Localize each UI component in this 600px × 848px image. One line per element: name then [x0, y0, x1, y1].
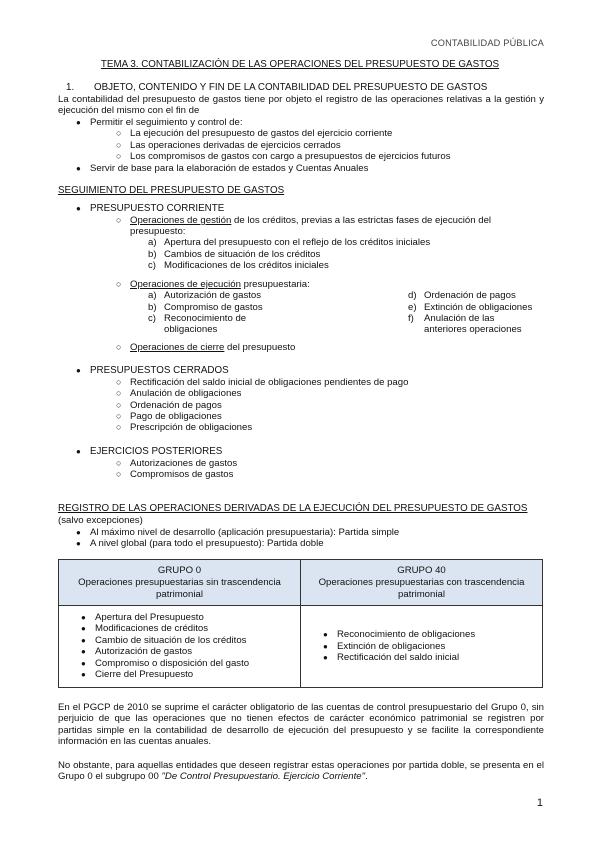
bullet-icon: ●	[76, 204, 81, 213]
list-item: ● Rectificación del saldo inicial	[323, 651, 460, 663]
bullet-item: ● Al máximo nivel de desarrollo (aplicación presupuestaria): Partida simple	[76, 527, 400, 538]
bullet-item: ● PRESUPUESTOS CERRADOS	[76, 365, 229, 376]
sub-item: ○ Rectificación del saldo inicial de obligaciones pendientes de pago	[116, 377, 409, 388]
bullet-item: ● Permitir el seguimiento y control de:	[76, 117, 243, 128]
bullet-icon: ●	[76, 528, 81, 537]
bullet-icon: ●	[81, 658, 86, 668]
list-item: ● Autorización de gastos	[81, 646, 193, 658]
grupo40-header: GRUPO 40 Operaciones presupuestarias con trascendencia patrimonial	[301, 560, 543, 606]
sub-item: ○ Compromisos de gastos	[116, 469, 234, 480]
bullet-icon: ●	[81, 647, 86, 657]
bullet-icon: ●	[81, 670, 86, 680]
grupo0-header: GRUPO 0 Operaciones presupuestarias sin trascendencia patrimonial	[59, 560, 301, 606]
bullet-icon: ●	[323, 630, 328, 640]
cierre-item: ○ Operaciones de cierre del presupuesto	[116, 342, 296, 353]
running-header: CONTABILIDAD PÚBLICA	[430, 38, 544, 48]
bullet-icon: ●	[81, 613, 86, 622]
circle-bullet-icon: ○	[116, 422, 122, 432]
registro-heading: REGISTRO DE LAS OPERACIONES DERIVADAS DE LA EJECUCIÓN DEL PRESUPUESTO DE GASTOS	[58, 503, 528, 514]
gestion-subitem: a) Apertura del presupuesto con el reflejo de los créditos iniciales	[148, 237, 431, 248]
section-1-heading	[66, 82, 487, 93]
ejecucion-subitem: d) Ordenación de pagos	[408, 290, 516, 301]
page-number: 1	[536, 797, 543, 809]
table-header-row	[59, 560, 543, 606]
ejecucion-label: Operaciones de ejecución	[130, 279, 241, 290]
bullet-icon: ●	[81, 624, 86, 634]
bullet-item: ● A nivel global (para todo el presupuesto): Partida doble	[76, 538, 324, 549]
document-title: TEMA 3. CONTABILIZACIÓN DE LAS OPERACIONES DEL PRESUPUESTO DE GASTOS	[100, 59, 500, 70]
circle-bullet-icon: ○	[116, 458, 122, 468]
circle-bullet-icon: ○	[116, 342, 122, 352]
sub-item: ○ Prescripción de obligaciones	[116, 422, 253, 433]
sub-item: ○ Anulación de obligaciones	[116, 388, 242, 399]
list-item: ● Cierre del Presupuesto	[81, 669, 194, 681]
bullet-item: ● Servir de base para la elaboración de estados y Cuentas Anuales	[76, 163, 369, 174]
list-item: ● Modificaciones de créditos	[81, 623, 209, 635]
circle-bullet-icon: ○	[116, 279, 122, 289]
sub-item: ○ Los compromisos de gastos con cargo a presupuestos de ejercicios futuros	[116, 151, 451, 162]
circle-bullet-icon: ○	[116, 215, 122, 225]
ejecucion-subitem: a) Autorización de gastos	[148, 290, 262, 301]
list-item: ● Compromiso o disposición del gasto	[81, 657, 250, 669]
bullet-icon: ●	[323, 652, 328, 662]
ejecucion-subitem: f) Anulación de las anteriores operaciones	[408, 313, 522, 336]
registro-subheading: (salvo excepciones)	[58, 515, 143, 526]
bullet-icon: ●	[76, 366, 81, 375]
list-item: ● Cambio de situación de los créditos	[81, 634, 247, 646]
grupo40-cell	[301, 606, 543, 688]
bullet-icon: ●	[81, 635, 86, 645]
cierre-label: Operaciones de cierre	[130, 342, 225, 353]
sub-item: ○ Ordenación de pagos	[116, 400, 222, 411]
section-title: OBJETO, CONTENIDO Y FIN DE LA CONTABILIDAD DEL PRESUPUESTO DE GASTOS	[94, 82, 488, 93]
list-item: ● Reconocimiento de obligaciones	[323, 629, 476, 641]
bullet-icon: ●	[76, 118, 81, 127]
list-item: ● Extinción de obligaciones	[323, 640, 446, 652]
paragraph-no-obstante: No obstante, para aquellas entidades que deseen registrar estas operaciones por partida doble, se presenta en el Grupo 0 el subgrupo 00 "De Control Presupuestario. Ejercicio Corriente".	[58, 760, 544, 783]
table-row	[59, 606, 543, 688]
gestion-label: Operaciones de gestión	[130, 215, 232, 226]
circle-bullet-icon: ○	[116, 151, 122, 161]
bullet-icon: ●	[76, 447, 81, 456]
bullet-icon: ●	[76, 164, 81, 173]
gestion-subitem: b) Cambios de situación de los créditos	[148, 249, 321, 260]
bullet-item: ● PRESUPUESTO CORRIENTE	[76, 203, 225, 214]
seguimiento-heading: SEGUIMIENTO DEL PRESUPUESTO DE GASTOS	[58, 185, 285, 196]
sub-item: ○ La ejecución del presupuesto de gastos del ejercicio corriente	[116, 128, 393, 139]
section-1-intro: La contabilidad del presupuesto de gastos tiene por objeto el registro de las operaciones relativas a la gestión y ejecución del mismo con el fin de	[58, 94, 544, 117]
circle-bullet-icon: ○	[116, 469, 122, 479]
circle-bullet-icon: ○	[116, 400, 122, 410]
paragraph-pgcp: En el PGCP de 2010 se suprime el carácter obligatorio de las cuentas de control presupuestario del Grupo 0, sin perjuicio de que las operaciones que no tienen efectos de carácter económico patrimonial se registren por partidas simple en la contabilidad de desarrollo de ejecución del presupuesto y se facilite la correspondiente información en las cuentas anuales.	[58, 702, 544, 748]
section-number: 1.	[66, 82, 75, 93]
sub-item: ○ Pago de obligaciones	[116, 411, 222, 422]
bullet-item: ● EJERCICIOS POSTERIORES	[76, 446, 223, 457]
bullet-icon: ●	[76, 539, 81, 548]
ejecucion-subitem: b) Compromiso de gastos	[148, 302, 263, 313]
gestion-item: ○ Operaciones de gestión de los créditos, previas a las estrictas fases de ejecución del	[116, 215, 492, 226]
circle-bullet-icon: ○	[116, 140, 122, 150]
ejecucion-subitem: c) Reconocimiento de obligaciones	[148, 313, 247, 336]
bullet-icon: ●	[323, 641, 328, 651]
grupo0-cell	[59, 606, 301, 688]
circle-bullet-icon: ○	[116, 377, 122, 387]
sub-item: ○ Autorizaciones de gastos	[116, 458, 238, 469]
sub-item: ○ Las operaciones derivadas de ejercicios cerrados	[116, 140, 341, 151]
ejecucion-subitem: e) Extinción de obligaciones	[408, 302, 533, 313]
list-item: ● Apertura del Presupuesto	[81, 612, 204, 623]
subgroup-name: "De Control Presupuestario. Ejercicio Corriente"	[161, 771, 366, 783]
ejecucion-item: ○ Operaciones de ejecución presupuestaria:	[116, 279, 310, 290]
gestion-subitem: c) Modificaciones de los créditos iniciales	[148, 260, 329, 271]
circle-bullet-icon: ○	[116, 411, 122, 421]
circle-bullet-icon: ○	[116, 388, 122, 398]
grupos-table	[58, 559, 543, 688]
circle-bullet-icon: ○	[116, 128, 122, 138]
